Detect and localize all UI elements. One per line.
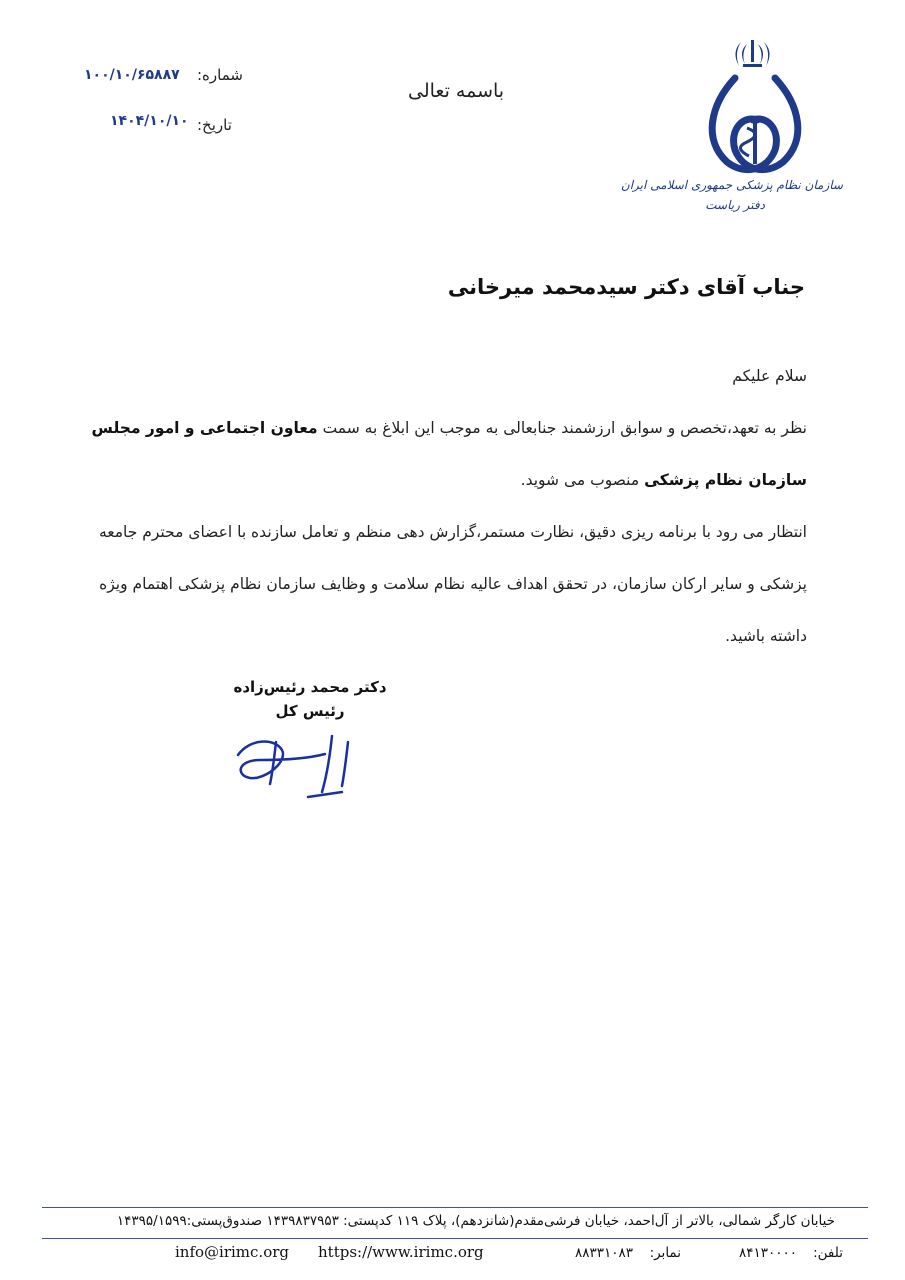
recipient: جناب آقای دکتر سیدمحمد میرخانی	[447, 275, 805, 299]
fax-number: ۸۸۳۳۱۰۸۳	[574, 1245, 633, 1261]
letter-date: ۱۴۰۴/۱۰/۱۰	[110, 113, 189, 129]
p1-line1-text: نظر به تعهد،تخصص و سوابق ارزشمند جنابعالی به موجب این ابلاغ به سمت	[317, 419, 807, 437]
organization-logo	[620, 30, 843, 220]
paragraph-1-line-2	[105, 454, 807, 506]
invocation: باسمه تعالی	[408, 80, 505, 102]
p1-line1-role: معاون اجتماعی و امور مجلس	[91, 419, 318, 437]
logo-text-office: دفتر ریاست	[705, 198, 765, 212]
paragraph-1-line-1	[91, 402, 807, 454]
letter-number: ۱۰۰/۱۰/۶۵۸۸۷	[84, 67, 180, 83]
footer-rule-top	[42, 1207, 868, 1208]
emblem-icon	[675, 30, 835, 180]
p1-line2-org: سازمان نظام پزشکی	[644, 471, 807, 489]
paragraph-2-line-3: داشته باشید.	[725, 627, 807, 645]
greeting: سلام علیکم	[732, 367, 807, 385]
handwritten-signature	[230, 720, 370, 810]
signatory-title: رئیس کل	[275, 702, 345, 720]
footer-rule-bottom	[42, 1238, 868, 1239]
fax-label: نمابر:	[649, 1245, 681, 1261]
footer-address: خیابان کارگر شمالی، بالاتر از آل‌احمد، خیابان فرشی‌مقدم(شانزدهم)، پلاک ۱۱۹ کدپستی: ۱۴۳۹۸۳۷۹۵۳ صندوق‌پستی:۱۴۳۹۵/۱۵۹۹	[116, 1213, 835, 1229]
p1-line2-text: منصوب می شوید.	[520, 471, 645, 489]
letter-body	[91, 350, 807, 662]
number-label: شماره:	[197, 66, 243, 84]
phone-number: ۸۴۱۳۰۰۰۰	[738, 1245, 797, 1261]
logo-text-organization: سازمان نظام پزشکی جمهوری اسلامی ایران	[620, 178, 843, 192]
paragraph-2-line-1: انتظار می رود با برنامه ریزی دقیق، نظارت مستمر،گزارش دهی منظم و تعامل سازنده با اعضای محترم جامعه	[98, 523, 807, 541]
website-link[interactable]: https://www.irimc.org	[318, 1243, 484, 1261]
email-link[interactable]: info@irimc.org	[175, 1243, 290, 1261]
date-label: تاریخ:	[197, 116, 232, 134]
paragraph-2-line-2: پزشکی و سایر ارکان سازمان، در تحقق اهداف عالیه نظام سلامت و وظایف سازمان نظام پزشکی اهتمام ویژه	[99, 575, 807, 593]
signatory-name: دکتر محمد رئیس‌زاده	[233, 678, 387, 696]
phone-label: تلفن:	[813, 1245, 843, 1261]
